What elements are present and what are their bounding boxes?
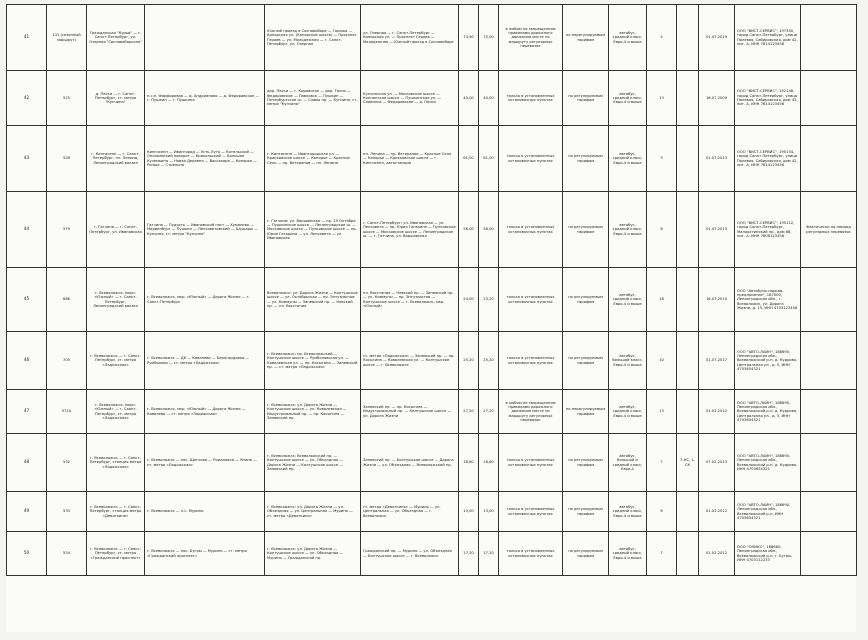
note-cell bbox=[801, 126, 857, 192]
vehicle-count: 7 bbox=[647, 434, 677, 492]
streets-back: ст. метро «Девяткино» — Мурино — ул. Центральная — ул. Объездная — г. Всеволожск bbox=[361, 492, 459, 532]
registration-number: 533 bbox=[47, 492, 87, 532]
boarding-order: только в установленных остановочных пунктах bbox=[499, 532, 563, 576]
note-cell bbox=[801, 5, 857, 71]
boarding-order: только в установленных остановочных пунктах bbox=[499, 332, 563, 390]
streets-back: ст. метро «Ладожская» — Заневский пр. — пр. Косыгина — Ковалевская ул. — Колтушское шоссе — г. Всеволожск bbox=[361, 332, 459, 390]
routes-register-table bbox=[6, 4, 857, 576]
length-back: 13,00 bbox=[479, 492, 499, 532]
row-number: 42 bbox=[7, 71, 47, 126]
streets-forward: Южный проезд в Сосновоборе — Гаража — Копорская ул. (Копорское шоссе) — Проспект Героев — ул. Молодежная — г. Санкт-Петербург, ул. Озерная bbox=[265, 5, 361, 71]
registration-number: 525 bbox=[47, 71, 87, 126]
boarding-order: в любом не запрещенном правилами дорожного движения месте по маршруту регулярных перевозок bbox=[499, 5, 563, 71]
route-name: г. Всеволожск — г. Санкт-Петербург, станция метро «Ладожская» bbox=[87, 434, 145, 492]
length-forward: 18,60 bbox=[459, 434, 479, 492]
stops-list bbox=[145, 5, 265, 71]
row-number: 47 bbox=[7, 390, 47, 434]
date-start bbox=[677, 390, 699, 434]
vehicle-class: автобус, большой и средний класс, Евро-4 bbox=[609, 434, 647, 492]
tariff-type: по регулируемым тарифам bbox=[563, 126, 609, 192]
date-end: 01.07.2013 bbox=[699, 126, 735, 192]
note-cell bbox=[801, 268, 857, 332]
vehicle-count: 8 bbox=[647, 192, 677, 268]
vehicle-class: автобус, средний класс, Евро-4 и выше bbox=[609, 532, 647, 576]
stops-list: г. Всеволожск — ДК — Ковалево — Бернгардовка — Румболово — ст. метро «Ладожская» bbox=[145, 332, 265, 390]
streets-forward: г. Кингисепп — Ивангородская ул. — Крикковское шоссе — Копорье — Красное Село — пр. Ветеранов — пл. Ленина bbox=[265, 126, 361, 192]
stops-list: п.с.п. Фарфоровая — д. Андрианово — д. Федоровское — г. Пушкин — г. Пушкино bbox=[145, 71, 265, 126]
carrier-info: ООО "Автобусы-парков-предприятие", 187000, Ленинградская обл., г. Всеволожск, ул. Дорога Жизни, д. 15, ИНН 4703123456 bbox=[735, 268, 801, 332]
vehicle-count: 3 bbox=[647, 126, 677, 192]
vehicle-count: 10 bbox=[647, 332, 677, 390]
streets-forward: Всеволожск: ул. Дорога Жизни — Колтушское шоссе — ул. Октябрьская — пр. Энтузиастов — ул. Коммуны — Заневский пр. — Невский пр. — пл. Восстания bbox=[265, 268, 361, 332]
date-end: 01.02.2012 bbox=[699, 532, 735, 576]
table-row bbox=[7, 192, 857, 268]
carrier-info: ООО "АВТО-ЛАЙН", 188690, Ленинградская обл., Всеволожский р-н, ИНН 4703654321 bbox=[735, 492, 801, 532]
registration-number: 705 bbox=[47, 332, 87, 390]
stops-list: Кингисепп — Ивангород — Усть-Луга — Котельский — Опольевский поворот — Кракольский — Большое Куземкино — Новая Деревня — Вассакара — Копорье — Ропша — Стрельна bbox=[145, 126, 265, 192]
vehicle-class: автобус, средний класс, Евро-4 и выше bbox=[609, 268, 647, 332]
route-name: г. Кингисепп — г. Санкт-Петербург, пл. Ленина, Ленинградский вокзал bbox=[87, 126, 145, 192]
streets-forward: г. Всеволожск: пр. Всеволожский — Колтушское шоссе — Румболовская ул. — Ковалевская ул. — пр. Косыгина — Заневский пр. — ст. метро «Ладожская» bbox=[265, 332, 361, 390]
stops-list: г. Всеволожск, мкр. «Южный» — Дорога Жизни — Ковалево — ст. метро «Ладожская» bbox=[145, 390, 265, 434]
table-row bbox=[7, 5, 857, 71]
date-end: 16.07.2009 bbox=[699, 71, 735, 126]
note-cell bbox=[801, 71, 857, 126]
length-forward: 74,90 bbox=[459, 5, 479, 71]
vehicle-count: 13 bbox=[647, 390, 677, 434]
table-row bbox=[7, 492, 857, 532]
date-end: 01.07.2017 bbox=[699, 332, 735, 390]
route-name: д. Пески — г. Санкт-Петербург, ст. метро "Купчино" bbox=[87, 71, 145, 126]
date-end: 01.02.2012 bbox=[699, 390, 735, 434]
carrier-info: ООО "ВИСТ-СЕРВИС", 192148, город Санкт-Петербург, улица Полевая, Сабировская, дом 42, лит. А, ИНН 7814123456 bbox=[735, 71, 801, 126]
vehicle-class: автобус, средний класс, Евро-4 и выше bbox=[609, 390, 647, 434]
note-cell bbox=[801, 390, 857, 434]
document-sheet bbox=[6, 4, 856, 632]
note-cell: Фактически на период регулярных перевозок bbox=[801, 192, 857, 268]
streets-forward: г. Гатчина: ул. Варшавская — пр. 25 Октября — Пушкинское шоссе — Ленинградское ш. — Московское шоссе — Пулковское шоссе — пр. Юрия Гагарина — ул. Ленсовета — ул. Ивановская bbox=[265, 192, 361, 268]
note-cell bbox=[801, 434, 857, 492]
boarding-order: только в установленных остановочных пунктах bbox=[499, 71, 563, 126]
streets-back: Заневский пр. — пр. Косыгина — Индустриальный пр. — Колтушское шоссе — ул. Дорога Жизни bbox=[361, 390, 459, 434]
carrier-info: ООО "ВИСТ-СЕРВИС", 190134, город Санкт-Петербург, улица Полевая, Сабировская, дом 42, лит. А, ИНН 7814123456 bbox=[735, 126, 801, 192]
stops-list: г. Всеволожск — п.с. Мурино bbox=[145, 492, 265, 532]
carrier-info: ООО "АВТО-ЛАЙН", 188690, Ленинградская обл., Всеволожский р-н, д. Кудрово, ИНН 4703654321 bbox=[735, 434, 801, 492]
length-forward: 17,20 bbox=[459, 532, 479, 576]
date-start bbox=[677, 492, 699, 532]
vehicle-count: 13 bbox=[647, 71, 677, 126]
date-start bbox=[677, 332, 699, 390]
tariff-type: по регулируемым тарифам bbox=[563, 268, 609, 332]
boarding-order: только в установленных остановочных пунктах bbox=[499, 492, 563, 532]
vehicle-class: автобус, средний класс, Евро-4 и выше bbox=[609, 71, 647, 126]
tariff-type: по регулируемым тарифам bbox=[563, 532, 609, 576]
route-name: г. Гатчина — г. Санкт-Петербург, ул. Ивановская bbox=[87, 192, 145, 268]
streets-back: Купчинская ул. — Московское шоссе — Колпинское шоссе — Пушкинская ул. — Славянка — Федоровское — д. Пески bbox=[361, 71, 459, 126]
streets-back: Гражданский пр. — Мурино — ул. Объездная — Колтушское шоссе — г. Всеволожск bbox=[361, 532, 459, 576]
tariff-type: по регулируемым тарифам bbox=[563, 492, 609, 532]
streets-back: г. Санкт-Петербург: ул. Ивановская — ул. Ленсовета — пр. Юрия Гагарина — Пулковское шоссе — Московское шоссе — Ленинградское ш. — г. Гатчина, ул. Варшавская bbox=[361, 192, 459, 268]
registration-number: 686 bbox=[47, 268, 87, 332]
row-number: 50 bbox=[7, 532, 47, 576]
length-forward: 27,20 bbox=[459, 390, 479, 434]
vehicle-class: автобус, средний класс, Евро-4 и выше bbox=[609, 192, 647, 268]
vehicle-class: автобус, средний класс, Евро-4 и выше bbox=[609, 492, 647, 532]
registration-number: 534 bbox=[47, 532, 87, 576]
length-back: 25,20 bbox=[479, 332, 499, 390]
streets-back: пл. Восстания — Невский пр. — Заневский пр. — ул. Коммуны — пр. Энтузиастов — Колтушское шоссе — г. Всеволожск, мкр. «Южный» bbox=[361, 268, 459, 332]
date-start bbox=[677, 5, 699, 71]
table-row bbox=[7, 268, 857, 332]
table-row bbox=[7, 390, 857, 434]
table-row bbox=[7, 532, 857, 576]
boarding-order: только в установленных остановочных пунктах bbox=[499, 268, 563, 332]
carrier-info: ООО "ВИСТ-СЕРВИС", 195112, город Санкт-Петербург, Малоохтинский пр., дом 68, лит. А, ИНН 7806123456 bbox=[735, 192, 801, 268]
route-name: г. Всеволожск, мкрн. «Южный» — г. Санкт-Петербург, Ленинградский вокзал bbox=[87, 268, 145, 332]
carrier-info: ООО "ВИСТ-СЕРВИС", 197350, город Санкт-Петербург, улица Полевая, Сабировская, дом 42, лит. А, ИНН 7814123456 bbox=[735, 5, 801, 71]
vehicle-count: 6 bbox=[647, 492, 677, 532]
streets-back: ул. Озерная — г. Санкт-Петербург — Копорская ул. — Проспект Героев — Молодежная — Южный проезд в Сосновоборе bbox=[361, 5, 459, 71]
row-number: 43 bbox=[7, 126, 47, 192]
streets-forward: дор. Пески — г. Кировское — дор. Тосно — Федоровское — Павловск — Пушкин — Петербургское ш. — Славы пр. — Купчино, ст. метро "Купчино" bbox=[265, 71, 361, 126]
streets-back: пл. Ленина — пр. Ветеранов — Красное Село — Копорье — Крикковское шоссе — г. Кингисепп, автостанция bbox=[361, 126, 459, 192]
row-number: 49 bbox=[7, 492, 47, 532]
row-number: 45 bbox=[7, 268, 47, 332]
stops-list: Гатчина — Пудость — Ивановский пост — Хумалово — Мариенбург — Пушкин — Ленсоветовский — Шушары — Купчино, ст. метро "Купчино" bbox=[145, 192, 265, 268]
vehicle-class: автобус, средний класс, Евро-4 и выше bbox=[609, 5, 647, 71]
date-start bbox=[677, 126, 699, 192]
date-end: 01.07.2019 bbox=[699, 5, 735, 71]
vehicle-count: 18 bbox=[647, 268, 677, 332]
carrier-info: ООО "ОНИКС", 188660, Ленинградская обл., Всеволожский р-н, г. Бугры, ИНН 4703112233 bbox=[735, 532, 801, 576]
date-start bbox=[677, 71, 699, 126]
registration-number: 571А bbox=[47, 390, 87, 434]
vehicle-count: 4 bbox=[647, 5, 677, 71]
note-cell bbox=[801, 532, 857, 576]
date-end: 16.07.2010 bbox=[699, 268, 735, 332]
stops-list: г. Всеволожск — пос. Щеглово — Романовка — Янино — ст. метро «Ладожская» bbox=[145, 434, 265, 492]
streets-forward: г. Всеволожск: Всеволожский пр. — Колтушское шоссе — ул. Объездная — Дорога Жизни — Колтушское шоссе — Заневский пр. bbox=[265, 434, 361, 492]
tariff-type: по нерегулируемым тарифам bbox=[563, 5, 609, 71]
length-back: 17,20 bbox=[479, 532, 499, 576]
boarding-order: только в установленных остановочных пунктах bbox=[499, 126, 563, 192]
length-back: 56,00 bbox=[479, 192, 499, 268]
length-forward: 25,20 bbox=[459, 332, 479, 390]
length-forward: 56,00 bbox=[459, 192, 479, 268]
row-number: 41 bbox=[7, 5, 47, 71]
table-row bbox=[7, 434, 857, 492]
date-start bbox=[677, 192, 699, 268]
streets-forward: г. Всеволожск: ул. Дорога Жизни — Колтушское шоссе — ул. Объездная — Мурино — Гражданский пр. bbox=[265, 532, 361, 576]
vehicle-class: автобус, большой класс, Евро-4 и выше bbox=[609, 332, 647, 390]
length-forward: 61,00 bbox=[459, 126, 479, 192]
length-forward: 24,00 bbox=[459, 268, 479, 332]
route-name: г. Всеволожск — г. Санкт-Петербург, станция метро «Девяткино» bbox=[87, 492, 145, 532]
tariff-type: по регулируемым тарифам bbox=[563, 434, 609, 492]
tariff-type: по регулируемым тарифам bbox=[563, 332, 609, 390]
registration-number: 131 (сезонный маршрут) bbox=[47, 5, 87, 71]
date-start: 7-НС, 1-СК bbox=[677, 434, 699, 492]
length-back: 40,00 bbox=[479, 71, 499, 126]
date-start bbox=[677, 268, 699, 332]
boarding-order: только в установленных остановочных пунктах bbox=[499, 192, 563, 268]
tariff-type: по регулируемым тарифам bbox=[563, 192, 609, 268]
note-cell bbox=[801, 332, 857, 390]
row-number: 44 bbox=[7, 192, 47, 268]
note-cell bbox=[801, 492, 857, 532]
date-end: 01.07.2015 bbox=[699, 192, 735, 268]
date-end: 07.02.2013 bbox=[699, 434, 735, 492]
streets-forward: г. Всеволожск: ул. Дорога Жизни — ул. Объездная — ул. Центральная — Мурино — ст. метро «Девяткино» bbox=[265, 492, 361, 532]
date-start bbox=[677, 532, 699, 576]
boarding-order: в любом не запрещенном правилами дорожного движения месте по маршруту регулярных перевозок bbox=[499, 390, 563, 434]
registration-number: 532 bbox=[47, 434, 87, 492]
carrier-info: ООО "АВТО-ЛАЙН", 188690, Ленинградская обл., Всеволожский р-н, д. Кудрово, Центральная ул., д. 5, ИНН 4703654321 bbox=[735, 390, 801, 434]
tariff-type: по регулируемым тарифам bbox=[563, 71, 609, 126]
streets-back: Заневский пр. — Колтушское шоссе — Дорога Жизни — ул. Объездная — Всеволожский пр. bbox=[361, 434, 459, 492]
row-number: 48 bbox=[7, 434, 47, 492]
route-name: г. Всеволожск — г. Санкт-Петербург, ст. метро «Ладожская» bbox=[87, 332, 145, 390]
length-back: 18,60 bbox=[479, 434, 499, 492]
boarding-order: только в установленных остановочных пунктах bbox=[499, 434, 563, 492]
table-row bbox=[7, 332, 857, 390]
date-end: 01.02.2012 bbox=[699, 492, 735, 532]
route-name: г. Всеволожск, мкрн. «Южный» — г. Санкт-Петербург, ст. метро «Ладожская» bbox=[87, 390, 145, 434]
vehicle-count: 7 bbox=[647, 532, 677, 576]
stops-list: г. Всеволожск — пос. Бугры — Мурино — ст. метро «Гражданский проспект» bbox=[145, 532, 265, 576]
stops-list: г. Всеволожск, мкр. «Южный» — Дорога Жизни — г. Санкт-Петербург bbox=[145, 268, 265, 332]
length-forward: 40,00 bbox=[459, 71, 479, 126]
carrier-info: ООО "АВТО-ЛАЙН", 188690, Ленинградская обл., Всеволожский р-н, д. Кудрово, Центральная ул., д. 5, ИНН 4703654321 bbox=[735, 332, 801, 390]
table-row bbox=[7, 126, 857, 192]
tariff-type: по нерегулируемым тарифам bbox=[563, 390, 609, 434]
length-back: 61,00 bbox=[479, 126, 499, 192]
row-number: 46 bbox=[7, 332, 47, 390]
length-forward: 13,00 bbox=[459, 492, 479, 532]
length-back: 27,20 bbox=[479, 390, 499, 434]
vehicle-class: автобус, средний класс, Евро-4 и выше bbox=[609, 126, 647, 192]
route-name: г. Всеволожск — г. Санкт-Петербург, ст. метро «Гражданский проспект» bbox=[87, 532, 145, 576]
length-back: 75,00 bbox=[479, 5, 499, 71]
route-name: Гражданская "Курьи" — г. Санкт-Петербург, ул. Озерная "Сосновоборская" bbox=[87, 5, 145, 71]
registration-number: 528 bbox=[47, 126, 87, 192]
table-row bbox=[7, 71, 857, 126]
length-back: 23,20 bbox=[479, 268, 499, 332]
registration-number: 579 bbox=[47, 192, 87, 268]
streets-forward: г. Всеволожск: ул. Дорога Жизни — Колтушское шоссе — ул. Ковалевская — Индустриальный пр. — пр. Косыгина — Заневский пр. bbox=[265, 390, 361, 434]
